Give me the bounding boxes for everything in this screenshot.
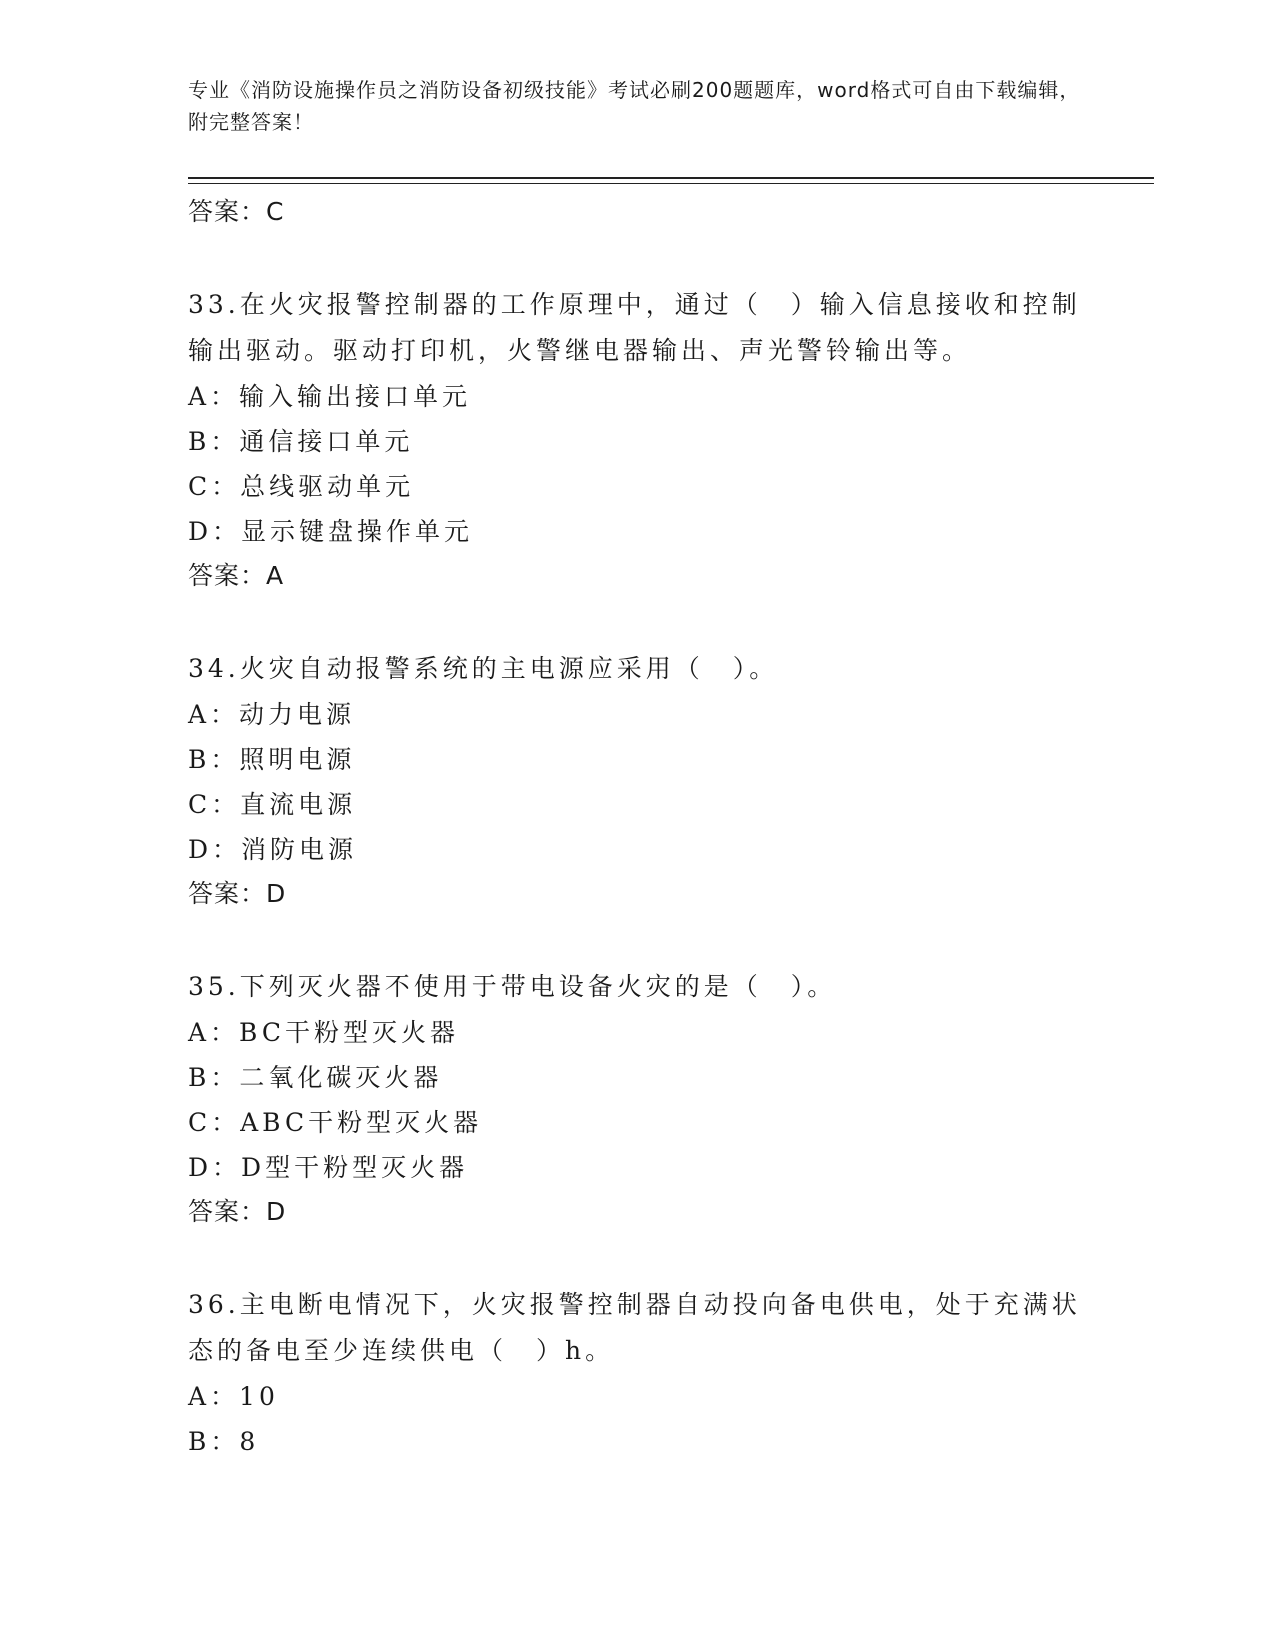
header-divider-thin [188, 183, 1154, 184]
option-d: D：显示键盘操作单元 [188, 517, 474, 546]
answer-line: 答案：A [188, 561, 285, 590]
option-a: A：10 [188, 1382, 279, 1411]
previous-answer: 答案：C [188, 197, 285, 226]
option-a: A：输入输出接口单元 [188, 382, 472, 411]
question-stem: 34.火灾自动报警系统的主电源应采用（ ）。 [188, 654, 779, 683]
question-list [188, 190, 1088, 1464]
answer-line: 答案：D [188, 1197, 287, 1226]
header-divider-thick [188, 177, 1154, 179]
option-a: A：动力电源 [188, 700, 356, 729]
option-b: B：二氧化碳灭火器 [188, 1063, 443, 1092]
question-stem: 33.在火灾报警控制器的工作原理中，通过（ ）输入信息接收和控制输出驱动。驱动打印机，火警继电器输出、声光警铃输出等。 [188, 290, 1081, 365]
option-c: C：直流电源 [188, 790, 357, 819]
answer-line: 答案：D [188, 879, 287, 908]
question-stem: 36.主电断电情况下，火灾报警控制器自动投向备电供电，处于充满状态的备电至少连续供电（ ）h。 [188, 1290, 1081, 1365]
option-b: B：8 [188, 1427, 260, 1456]
document-header: 专业《消防设施操作员之消防设备初级技能》考试必刷200题题库，word格式可自由下载编辑，附完整答案！ [188, 78, 1081, 134]
option-c: C：总线驱动单元 [188, 472, 415, 501]
question-block [188, 964, 1088, 1234]
option-b: B：通信接口单元 [188, 427, 414, 456]
option-b: B：照明电源 [188, 745, 356, 774]
option-c: C：ABC干粉型灭火器 [188, 1108, 483, 1137]
option-d: D：消防电源 [188, 835, 358, 864]
question-block [188, 282, 1088, 598]
question-block [188, 1282, 1088, 1464]
option-a: A：BC干粉型灭火器 [188, 1018, 460, 1047]
question-block [188, 646, 1088, 916]
question-stem: 35.下列灭火器不使用于带电设备火灾的是（ ）。 [188, 972, 837, 1001]
option-d: D：D型干粉型灭火器 [188, 1153, 469, 1182]
